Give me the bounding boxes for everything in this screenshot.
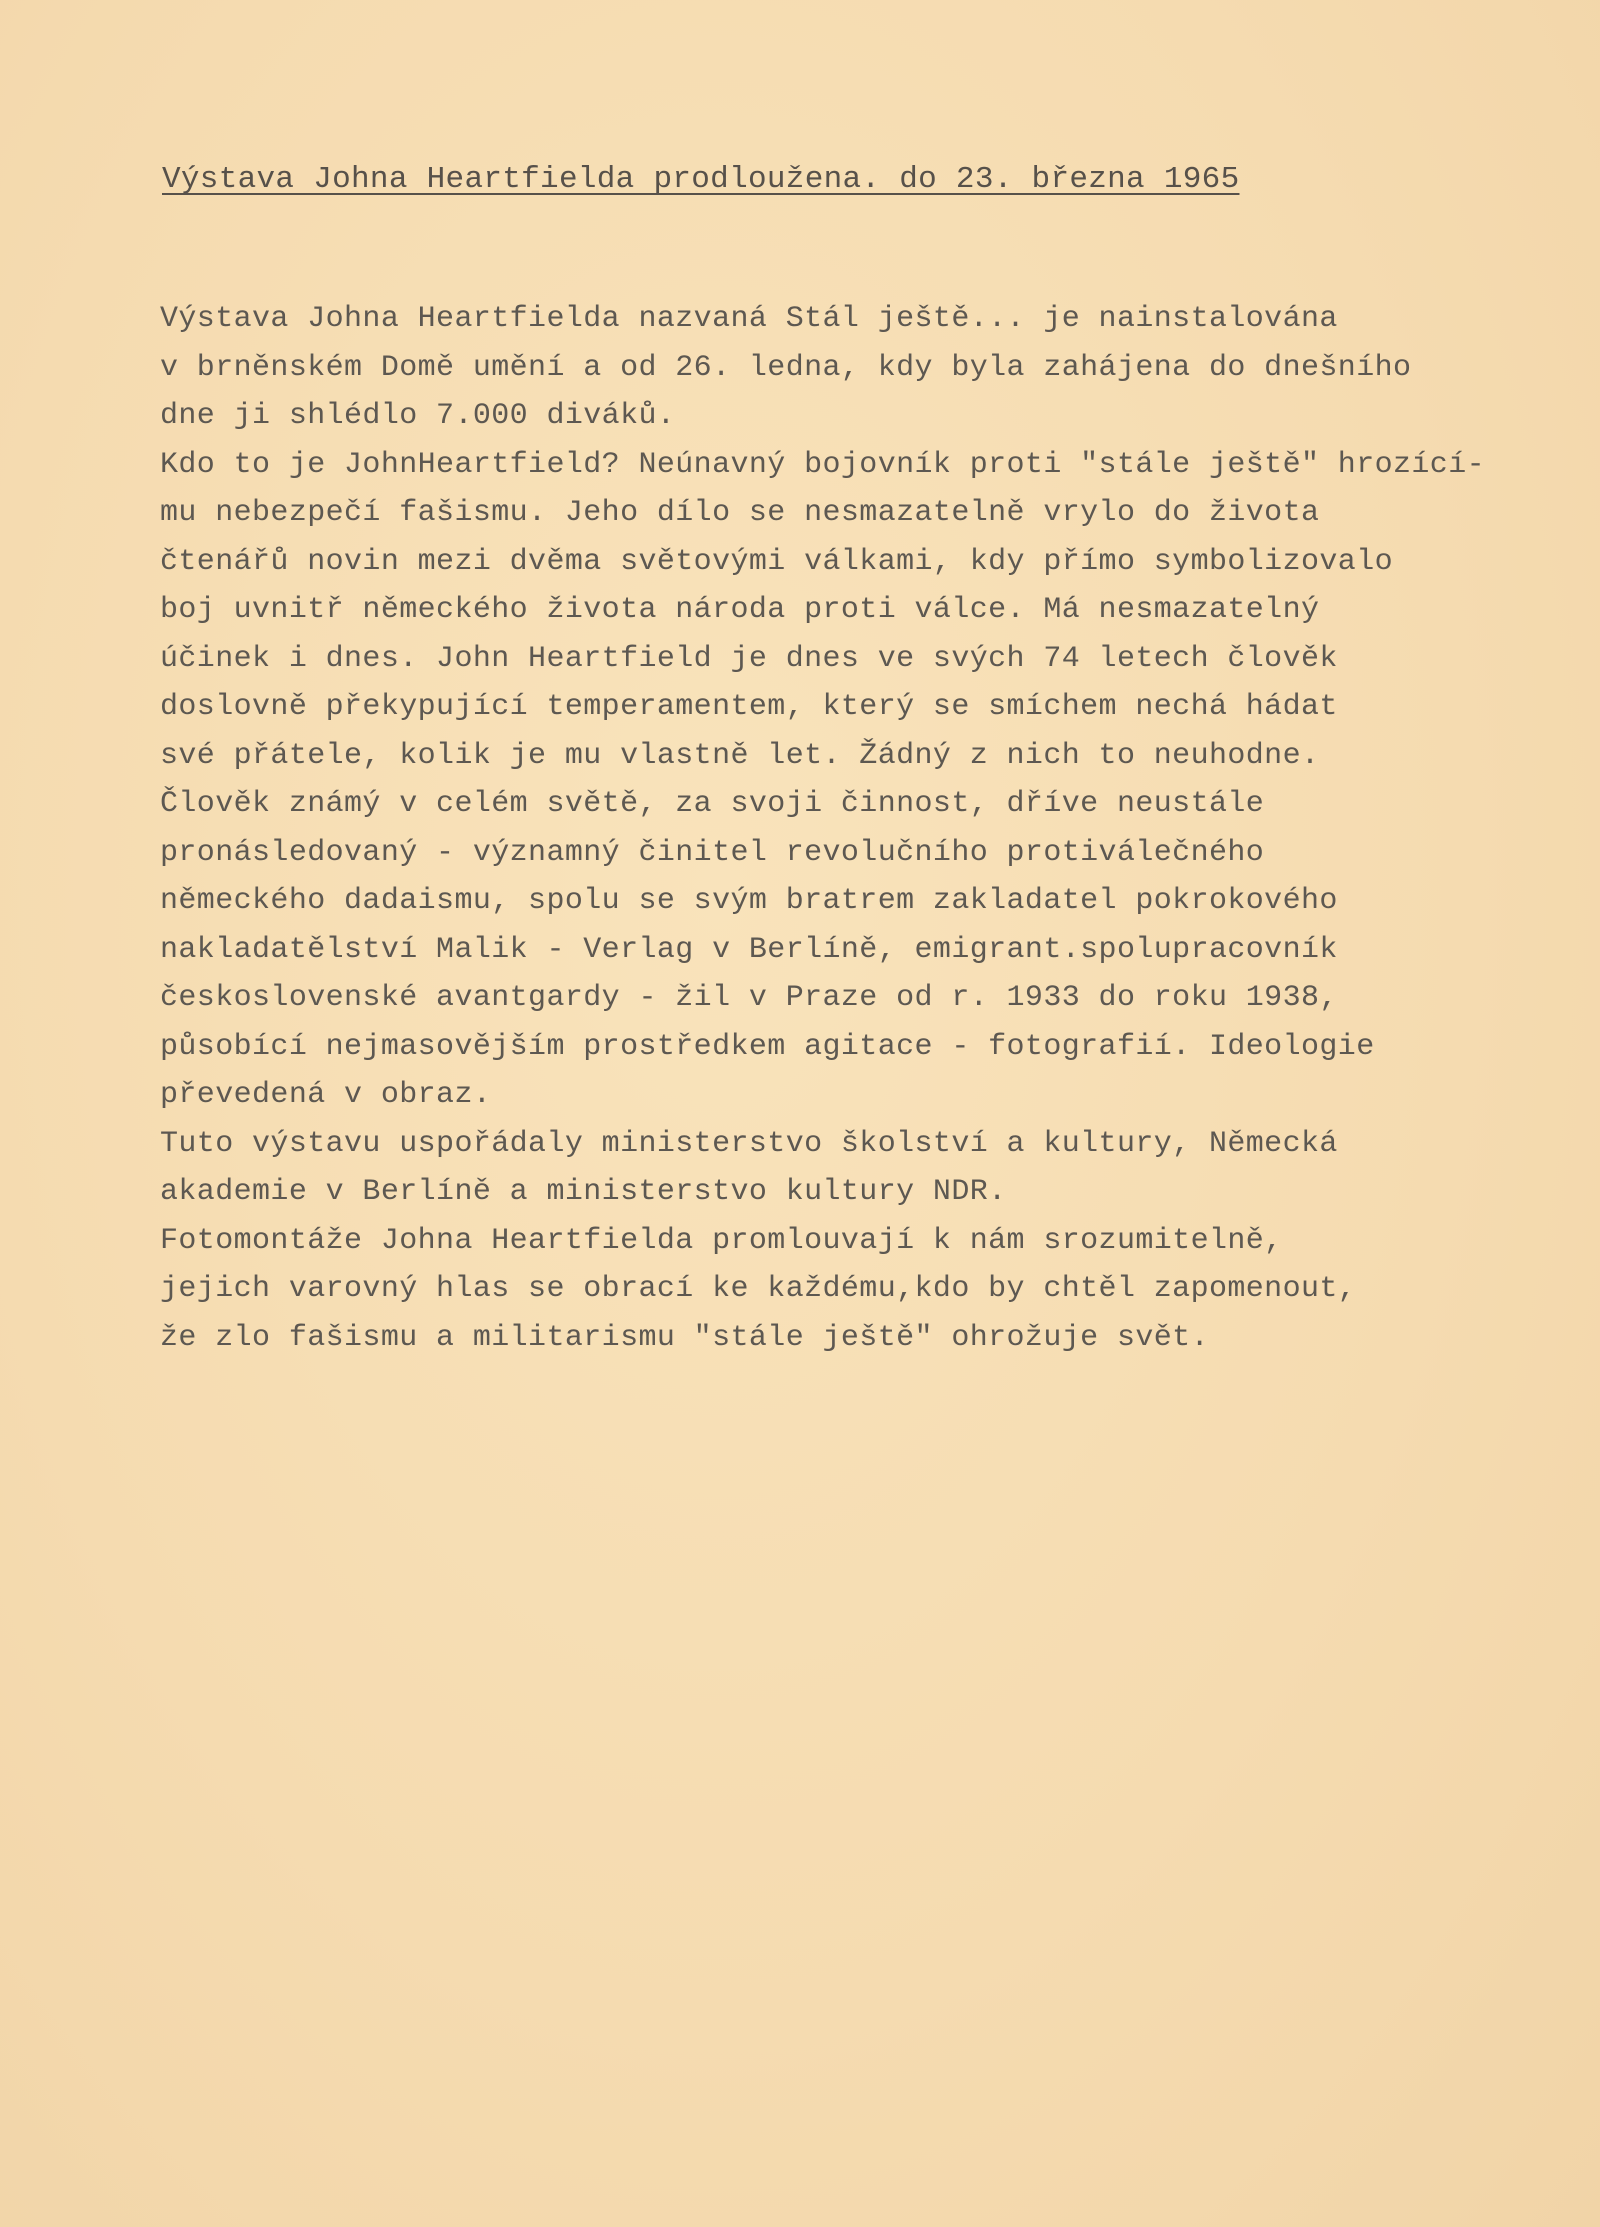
text-line: nakladatělství Malik - Verlag v Berlíně, emigrant.spolupracovník (160, 932, 1338, 967)
document-title: Výstava Johna Heartfielda prodloužena. do 23. března 1965 (162, 162, 1240, 197)
text-line: jejich varovný hlas se obrací ke každému,kdo by chtěl zapomenout, (160, 1272, 1357, 1306)
text-line: doslovně překypující temperamentem, který se smíchem nechá hádat (160, 690, 1338, 724)
text-line: boj uvnitř německého života národa proti válce. Má nesmazatelný (160, 593, 1320, 627)
text-line: Tuto výstavu uspořádaly ministerstvo školství a kultury, Německá (160, 1126, 1338, 1161)
text-line: že zlo fašismu a militarismu "stále ještě" ohrožuje svět. (160, 1320, 1209, 1355)
text-line: mu nebezpečí fašismu. Jeho dílo se nesmazatelně vrylo do života (160, 496, 1320, 530)
text-line: pronásledovaný - významný činitel revolučního protiválečného (160, 835, 1265, 870)
document-body (160, 295, 1485, 1362)
text-line: akademie v Berlíně a ministerstvo kultury NDR. (160, 1175, 1007, 1209)
text-line: Fotomontáže Johna Heartfielda promlouvají k nám srozumitelně, (160, 1223, 1283, 1258)
text-line: německého dadaismu, spolu se svým bratrem zakladatel pokrokového (160, 884, 1338, 918)
text-line: Výstava Johna Heartfielda nazvaná Stál ještě... je nainstalována (160, 302, 1338, 336)
text-line: své přátele, kolik je mu vlastně let. Žádný z nich to neuhodne. (160, 738, 1320, 773)
text-line: čtenářů novin mezi dvěma světovými válkami, kdy přímo symbolizovalo (160, 544, 1393, 579)
text-line: působící nejmasovějším prostředkem agitace - fotografií. Ideologie (160, 1029, 1375, 1064)
text-line: v brněnském Domě umění a od 26. ledna, kdy byla zahájena do dnešního (160, 350, 1412, 385)
text-line: převedená v obraz. (160, 1078, 492, 1112)
text-line: Kdo to je JohnHeartfield? Neúnavný bojovník proti "stále ještě" hrozící- (160, 447, 1486, 482)
text-line: dne ji shlédlo 7.000 diváků. (160, 399, 676, 433)
text-line: účinek i dnes. John Heartfield je dnes ve svých 74 letech člověk (160, 641, 1338, 676)
text-line: československé avantgardy - žil v Praze od r. 1933 do roku 1938, (160, 981, 1338, 1015)
text-line: Člověk známý v celém světě, za svoji činnost, dříve neustále (160, 787, 1265, 821)
